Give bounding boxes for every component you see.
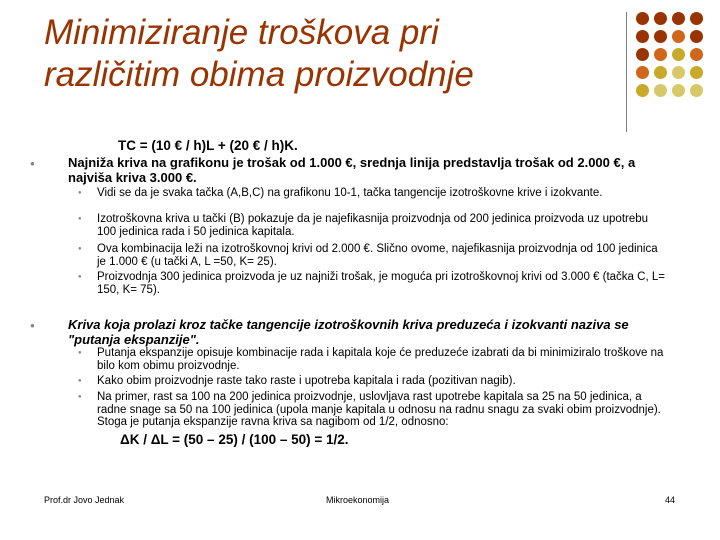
dot bbox=[636, 30, 649, 43]
dot bbox=[672, 30, 685, 43]
dot bbox=[690, 48, 703, 61]
bullet-icon: ● bbox=[78, 216, 82, 222]
dot bbox=[654, 66, 667, 79]
dot bbox=[690, 30, 703, 43]
dot bbox=[654, 48, 667, 61]
title-line-1: Minimiziranje troškova pri bbox=[44, 13, 439, 52]
sub-bullet-text: Proizvodnja 300 jedinica proizvoda je uz najniži trošak, je moguća pri izotroškovnoj krivi od 3.000 € (tačka C, L= 150, K= 75). bbox=[97, 271, 665, 296]
footer-author: Prof.dr Jovo Jednak bbox=[44, 495, 125, 505]
bullet-icon: ● bbox=[78, 190, 82, 196]
sub-bullet-text: Kako obim proizvodnje raste tako raste i upotreba kapitala i rada (pozitivan nagib). bbox=[97, 375, 516, 387]
title-line-2: različitim obima proizvodnje bbox=[44, 55, 474, 94]
dot bbox=[672, 48, 685, 61]
bullet-text: Najniža kriva na grafikonu je trošak od 1.000 €, srednja linija predstavlja trošak od 2.000 €, a najviša kriva 3.000 €. bbox=[68, 155, 636, 185]
dot bbox=[654, 12, 667, 25]
dot bbox=[672, 84, 685, 97]
bullet-icon: ● bbox=[78, 394, 82, 400]
bullet-icon: ● bbox=[78, 274, 82, 280]
bullet-icon: ● bbox=[30, 321, 35, 330]
cost-formula: TC = (10 € / h)L + (20 € / h)K. bbox=[118, 138, 298, 153]
page-number: 44 bbox=[665, 495, 676, 505]
sub-bullet-text: Ova kombinacija leži na izotroškovnoj krivi od 2.000 €. Slično ovome, najefikasnija proizvodnja od 100 jedinica je 1.000 € (u tački A, L =50, K= 25). bbox=[97, 243, 658, 268]
footer-subject: Mikroekonomija bbox=[326, 495, 390, 505]
slide-title bbox=[44, 12, 604, 96]
dot bbox=[672, 66, 685, 79]
dot bbox=[636, 66, 649, 79]
bullet-icon: ● bbox=[78, 378, 82, 384]
dot bbox=[654, 84, 667, 97]
slope-equation: ΔK / ΔL = (50 – 25) / (100 – 50) = 1/2. bbox=[120, 432, 349, 447]
dot bbox=[636, 48, 649, 61]
bullet-text: Kriva koja prolazi kroz tačke tangencije izotroškovnih kriva preduzeća i izokvanti naziva se "putanja ekspanzije". bbox=[68, 317, 629, 347]
sub-bullet-text: Putanja ekspanzije opisuje kombinacije rada i kapitala koje će preduzeće izabrati da bi minimiziralo troškove na bilo kom obimu proizvodnje. bbox=[97, 347, 664, 372]
bullet-icon: ● bbox=[30, 159, 35, 168]
title-divider bbox=[626, 12, 627, 132]
dot bbox=[636, 84, 649, 97]
dot bbox=[654, 30, 667, 43]
dot bbox=[690, 84, 703, 97]
dot bbox=[636, 12, 649, 25]
dot bbox=[690, 66, 703, 79]
dot bbox=[690, 12, 703, 25]
sub-bullet-text: Izotroškovna kriva u tački (B) pokazuje da je najefikasnija proizvodnja od 200 jedinica proizvoda uz upotrebu 100 jedinica rada i 50 jedinica kapitala. bbox=[97, 213, 649, 238]
dot bbox=[672, 12, 685, 25]
bullet-icon: ● bbox=[78, 246, 82, 252]
bullet-icon: ● bbox=[78, 350, 82, 356]
sub-bullet-text: Na primer, rast sa 100 na 200 jedinica proizvodnje, uslovljava rast upotrebe kapitala sa 25 na 50 jedinica, a radne snage sa 50 na 100 jedinica (upola manje kapitala u odnosu na radnu snagu za svaki obim proizvodnje). Stoga je putanja ekspanzije ravna kriva sa nagibom od 1/2, odnosno: bbox=[97, 391, 661, 428]
sub-bullet-text: Vidi se da je svaka tačka (A,B,C) na grafikonu 10-1, tačka tangencije izotroškovne krive i izokvante. bbox=[97, 187, 603, 199]
